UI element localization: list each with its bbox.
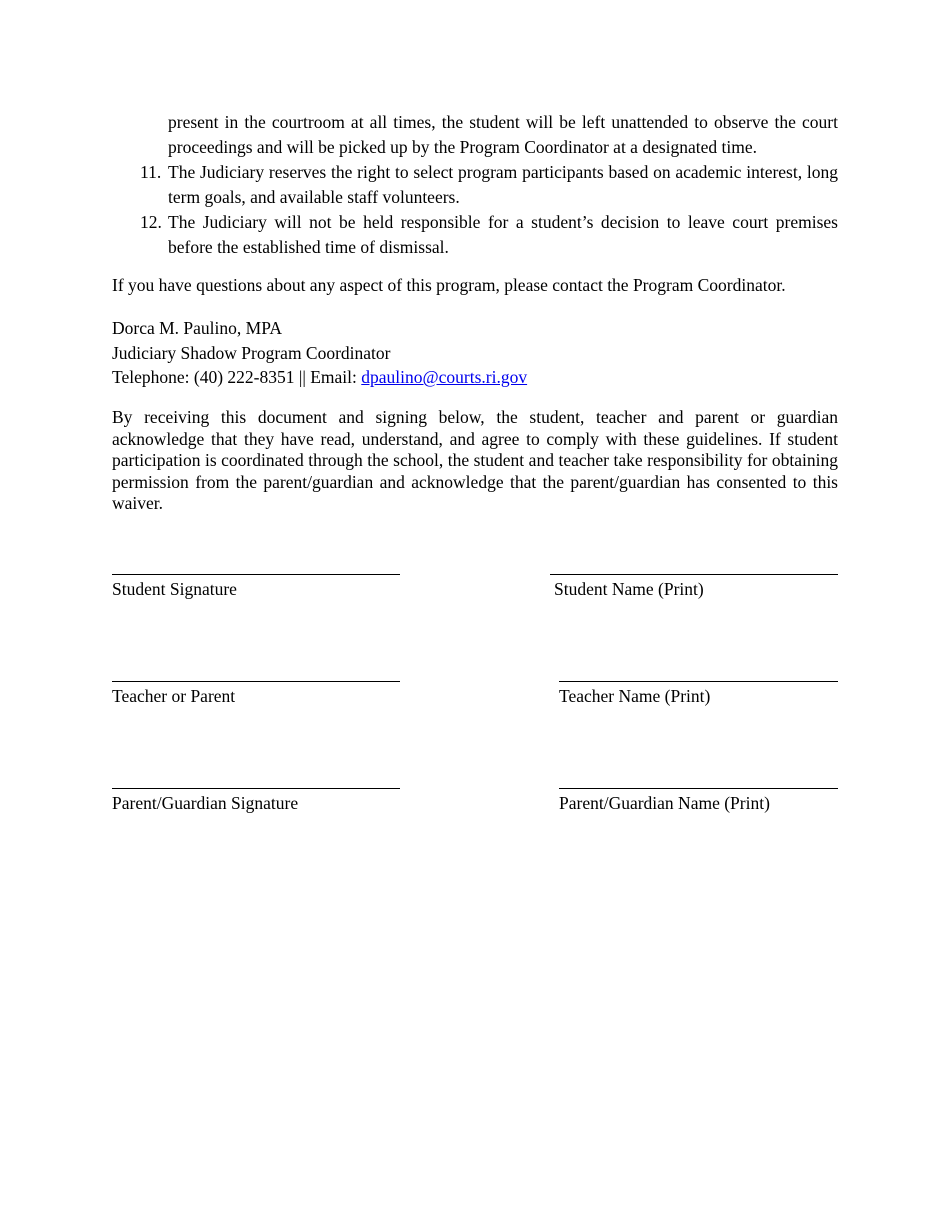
list-item-text: present in the courtroom at all times, the student will be left unattended to observe the court proceedings and will be picked up by the Program Coordinator at a designated time. [168,112,838,157]
teacher-or-parent-signature-line[interactable] [112,681,400,682]
coordinator-name: Dorca M. Paulino, MPA [112,318,282,338]
acknowledgement-paragraph: By receiving this document and signing below, the student, teacher and parent or guardian acknowledge that they have read, understand, and agree to comply with these guidelines. If student participation is coordinated through the school, the student and teacher take responsibility for obtaining permission from the parent/guardian and acknowledge that the parent/guardian has consented to this waiver. [112,407,838,513]
list-item-number: 11. [140,162,162,182]
phone-text: Telephone: (40) 222-8351 || Email: [112,367,362,387]
parent-name-label: Parent/Guardian Name (Print) [559,793,770,813]
list-item-number: 12. [140,212,162,232]
coordinator-contact [112,365,527,390]
parent-name-line[interactable] [559,788,838,789]
list-item-continuation [112,110,838,159]
guidelines-list [112,110,838,259]
list-item-text: The Judiciary will not be held responsible for a student’s decision to leave court premises before the established time of dismissal. [168,212,838,257]
list-item-text: The Judiciary reserves the right to select program participants based on academic interest, long term goals, and available staff volunteers. [168,162,838,207]
list-item [112,160,838,209]
student-name-line[interactable] [550,574,838,575]
questions-paragraph: If you have questions about any aspect of this program, please contact the Program Coordinator. [112,275,786,295]
coordinator-title: Judiciary Shadow Program Coordinator [112,343,391,363]
list-item [112,210,838,259]
teacher-name-line[interactable] [559,681,838,682]
email-link[interactable]: dpaulino@courts.ri.gov [361,367,528,387]
parent-signature-label: Parent/Guardian Signature [112,793,299,813]
student-signature-line[interactable] [112,574,400,575]
teacher-or-parent-label: Teacher or Parent [112,686,236,706]
teacher-name-label: Teacher Name (Print) [559,686,711,706]
student-signature-label: Student Signature [112,579,237,599]
student-name-label: Student Name (Print) [554,579,704,599]
parent-signature-line[interactable] [112,788,400,789]
